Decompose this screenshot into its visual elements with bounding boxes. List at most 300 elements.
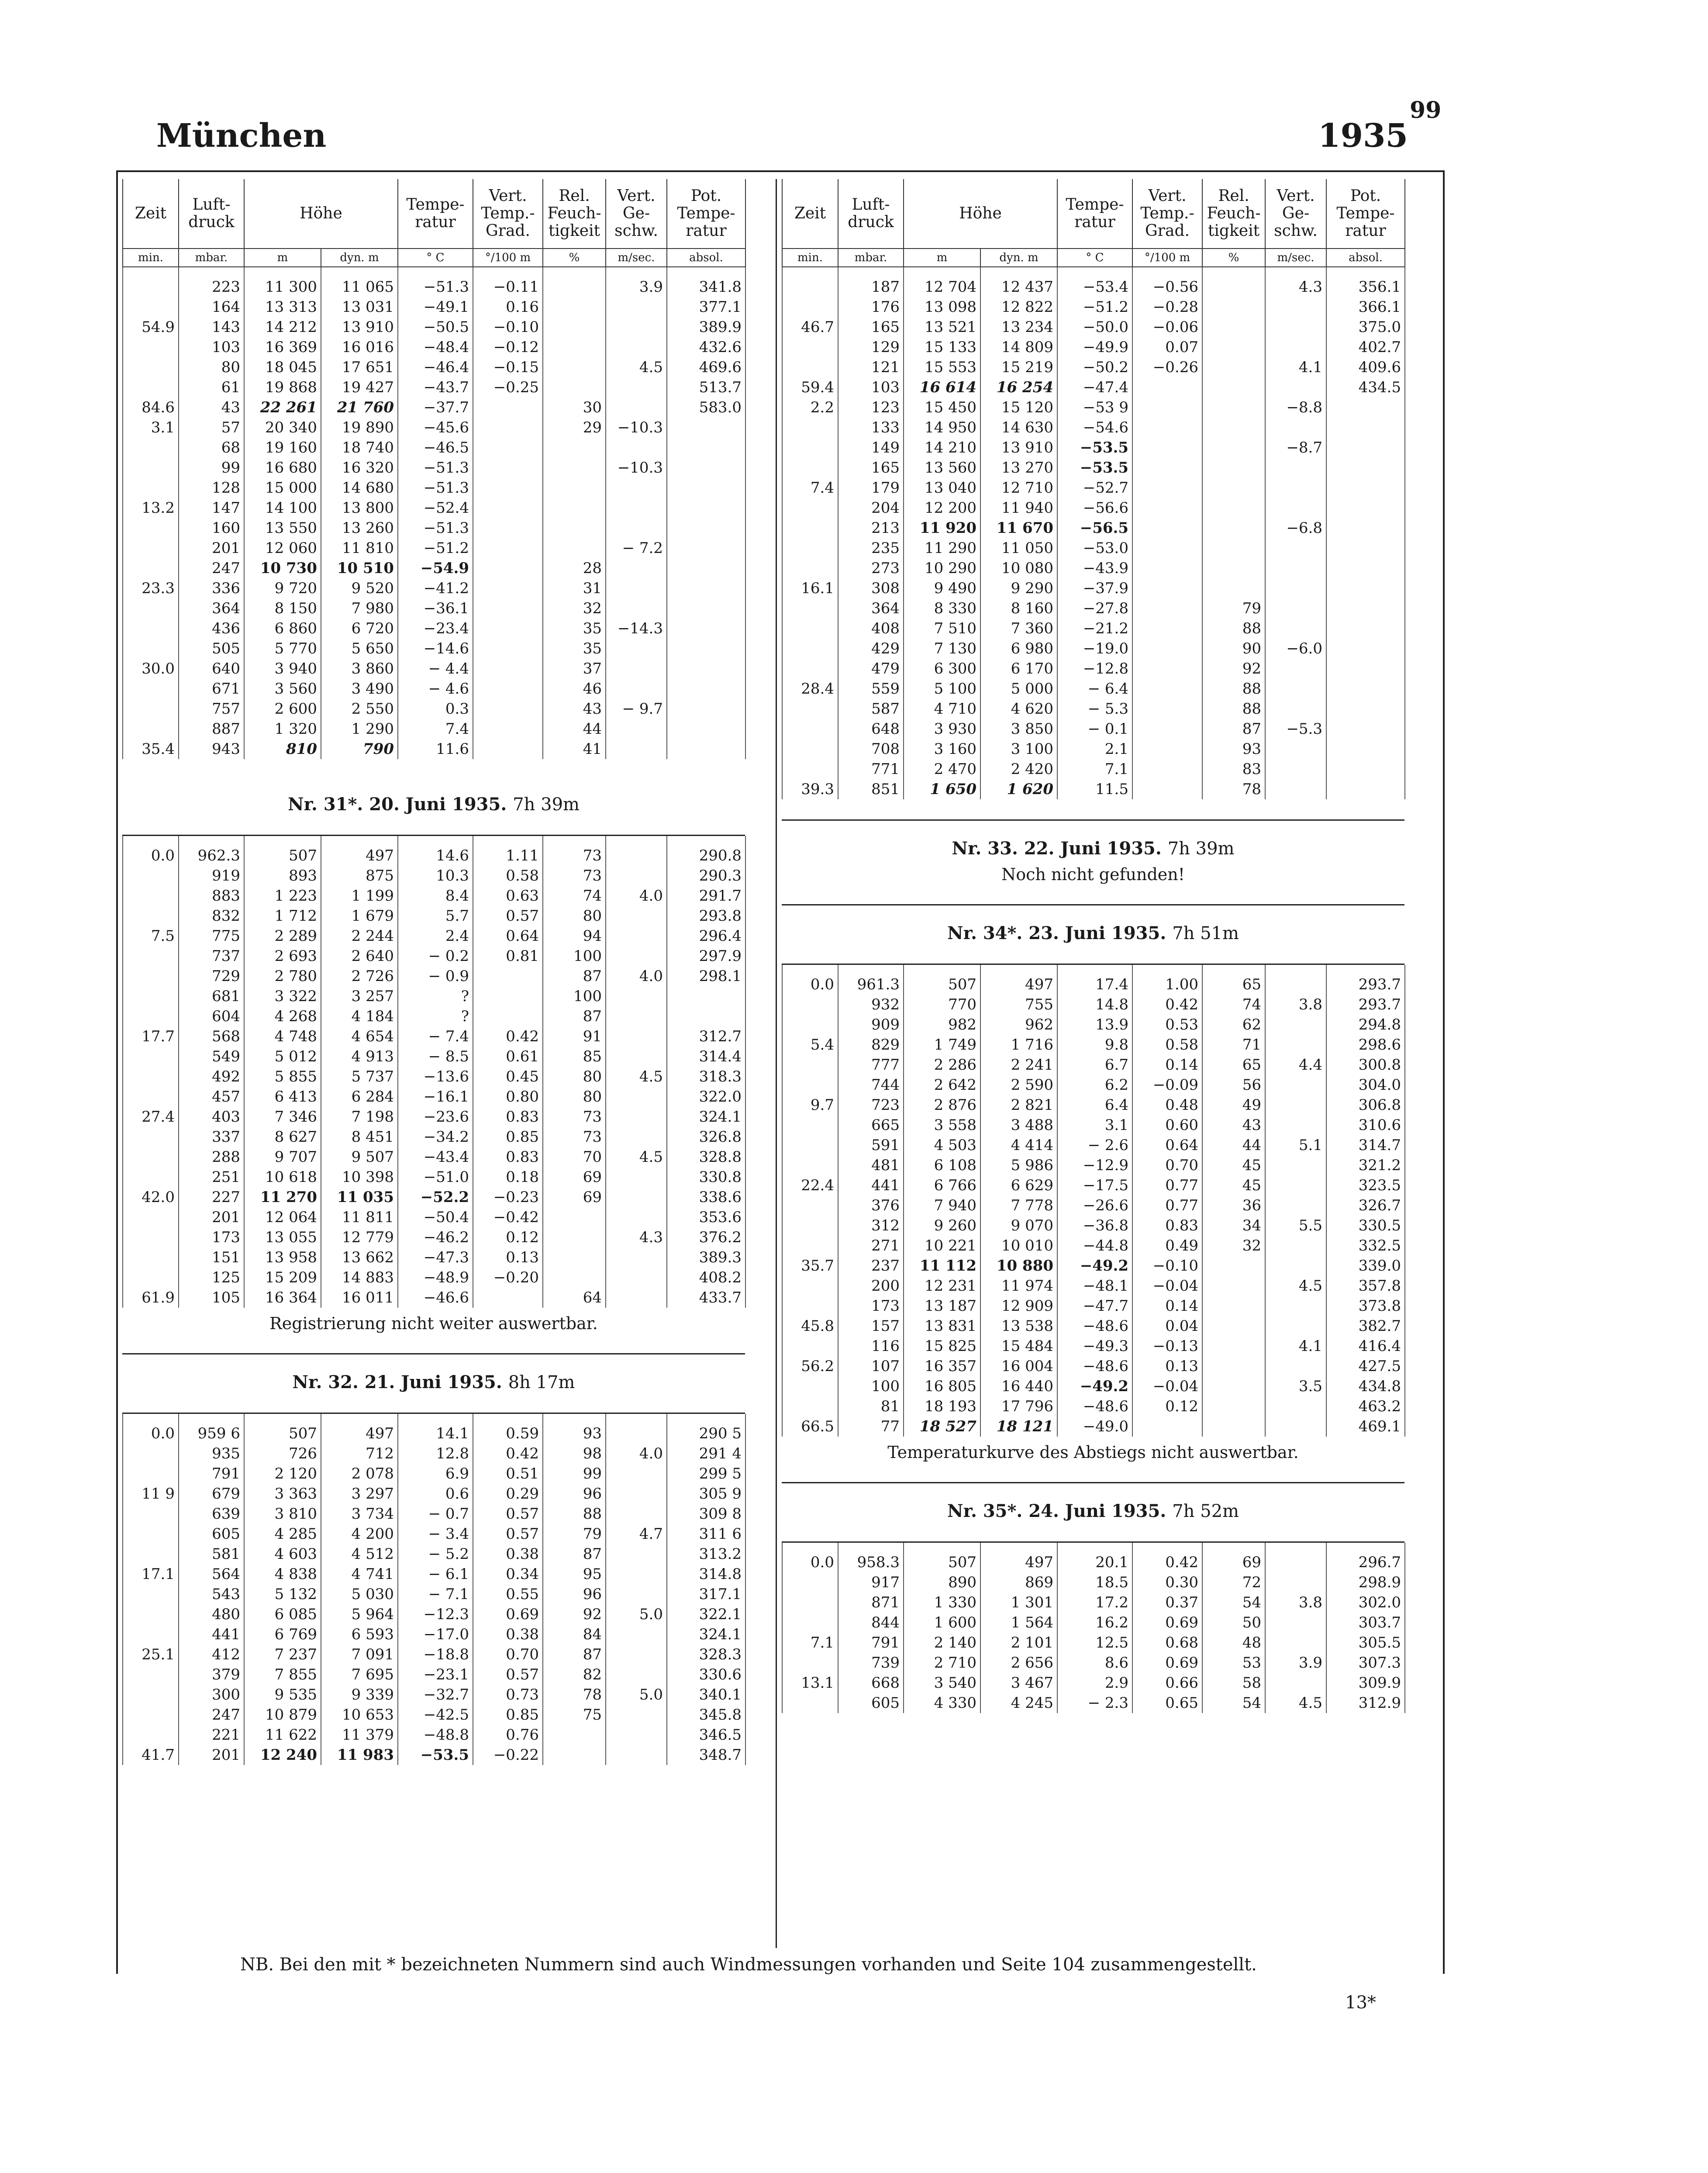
table-cell: −52.2 [398,1187,473,1207]
table-cell: 337 [179,1127,244,1147]
table-cell: 3 940 [244,659,321,679]
table-cell: 204 [838,498,904,518]
table-cell: 121 [838,357,904,377]
table-cell [606,1464,667,1484]
table-cell [667,719,745,739]
table-cell [473,699,543,719]
table-cell: −32.7 [398,1685,473,1705]
table-cell [667,699,745,719]
table-cell: 201 [179,1207,244,1227]
table-cell: 5 132 [244,1584,321,1604]
table-cell: 5 986 [980,1155,1057,1175]
table-cell: 87 [543,1544,606,1564]
table-cell: 311 6 [667,1524,745,1544]
table-cell: −49.2 [1057,1376,1132,1396]
table-cell: 0.69 [1132,1653,1202,1673]
table-cell: −56.5 [1057,518,1132,538]
table-cell: 0.83 [1132,1216,1202,1236]
sounding-title-nr31 [122,794,745,815]
table-cell [1265,418,1326,438]
table-cell: 3 860 [321,659,398,679]
table-cell: 43 [543,699,606,719]
table-cell: 14.6 [398,836,473,866]
table-cell: 5 737 [321,1067,398,1087]
table-cell [782,1115,838,1135]
table-cell: 18 045 [244,357,321,377]
table-cell: 58 [1202,1673,1265,1693]
table-cell [606,1725,667,1745]
table-cell: 15 209 [244,1268,321,1288]
table-cell: 408.2 [667,1268,745,1288]
table-cell [1326,458,1405,478]
table-cell: − 9.7 [606,699,667,719]
section-divider [782,819,1404,821]
table-cell: 469.6 [667,357,745,377]
table-cell [1132,759,1202,779]
table-cell [606,578,667,598]
table-cell [606,1207,667,1227]
table-cell [1265,598,1326,618]
table-row [782,337,1405,357]
table-cell: 94 [543,926,606,946]
table-cell: 379 [179,1665,244,1685]
table-cell [1326,679,1405,699]
table-cell: 2.1 [1057,739,1132,759]
table-cell: 309 8 [667,1504,745,1524]
table-cell: 7.1 [782,1633,838,1653]
table-cell: 88 [1202,618,1265,639]
table-cell: 2 821 [980,1095,1057,1115]
table-row [782,1633,1405,1653]
table-row [123,478,745,498]
table-cell: 507 [904,1543,980,1572]
table-cell: 69 [543,1167,606,1187]
table-row [782,1316,1405,1336]
table-cell: −41.2 [398,578,473,598]
table-cell [606,1584,667,1604]
table-row [782,377,1405,397]
table-cell: 4.0 [606,886,667,906]
table-cell: 0.42 [473,1444,543,1464]
table-cell: 13 270 [980,458,1057,478]
table-cell: 0.57 [473,1524,543,1544]
table-cell [1265,965,1326,995]
table-cell: 46 [543,679,606,699]
table-cell: 959 6 [179,1414,244,1444]
table-cell: 340.1 [667,1685,745,1705]
table-cell: 11.5 [1057,779,1132,799]
table-cell: 10 880 [980,1256,1057,1276]
table-cell [782,1015,838,1035]
table-cell: 18.5 [1057,1572,1132,1593]
table-cell: 273 [838,558,904,578]
table-row [782,699,1405,719]
table-row [123,926,745,946]
table-row [782,779,1405,799]
table-cell: 1 600 [904,1613,980,1633]
table-cell [606,679,667,699]
table-cell: 296.4 [667,926,745,946]
table-cell: 16 004 [980,1356,1057,1376]
table-cell [473,478,543,498]
table-cell [473,659,543,679]
table-cell: −10.3 [606,458,667,478]
table-cell: 11 940 [980,498,1057,518]
table-row [123,946,745,966]
table-cell: 25.1 [123,1644,179,1665]
table-cell [606,719,667,739]
table-cell [123,1705,179,1725]
table-cell: 11 920 [904,518,980,538]
table-cell: 737 [179,946,244,966]
table-cell [606,438,667,458]
table-row [782,1593,1405,1613]
table-cell: 23.3 [123,578,179,598]
table-cell: 844 [838,1613,904,1633]
table-cell [123,377,179,397]
table-cell [667,438,745,458]
table-cell: 314.8 [667,1564,745,1584]
table-cell [1202,1416,1265,1437]
table-cell: 0.77 [1132,1195,1202,1216]
table-cell: −50.5 [398,317,473,337]
table-cell: 679 [179,1484,244,1504]
table-cell: 73 [543,1127,606,1147]
table-cell [543,297,606,317]
table-cell [123,1524,179,1544]
table-cell [667,498,745,518]
table-cell: 373.8 [1326,1296,1405,1316]
table-cell: 2.2 [782,397,838,418]
table-cell: 412 [179,1644,244,1665]
table-cell: 13.2 [123,498,179,518]
table-cell: 56 [1202,1075,1265,1095]
table-cell: −49.9 [1057,337,1132,357]
table-cell [782,267,838,297]
table-cell: 83 [1202,759,1265,779]
table-cell [123,1227,179,1247]
table-cell: −44.8 [1057,1236,1132,1256]
table-cell: 13 910 [980,438,1057,458]
table-cell: 87 [543,966,606,986]
table-cell: 497 [321,836,398,866]
table-cell: 11 810 [321,538,398,558]
table-cell [123,1544,179,1564]
table-cell: 9 490 [904,578,980,598]
table-cell: 0.55 [473,1584,543,1604]
table-cell [606,639,667,659]
table-cell: 2 550 [321,699,398,719]
table-cell: 201 [179,1745,244,1765]
table-cell: −0.23 [473,1187,543,1207]
table-cell [606,498,667,518]
table-cell: 4.5 [606,1147,667,1167]
table-cell [1132,518,1202,538]
table-cell: 84.6 [123,397,179,418]
table-cell [606,518,667,538]
table-cell: 129 [838,337,904,357]
table-cell: 13 098 [904,297,980,317]
table-cell [1326,518,1405,538]
table-cell: 0.0 [123,1414,179,1444]
table-cell: 2 640 [321,946,398,966]
table-cell: 297.9 [667,946,745,966]
table-cell [606,946,667,966]
table-cell: 605 [179,1524,244,1544]
table-cell: −56.6 [1057,498,1132,518]
table-cell: −36.1 [398,598,473,618]
table-cell: 6 593 [321,1624,398,1644]
page-city-title: München [156,117,327,155]
table-cell [1265,1416,1326,1437]
table-cell [782,1376,838,1396]
table-cell: 7.5 [123,926,179,946]
table-row [123,357,745,377]
table-row [782,1376,1405,1396]
table-cell: 591 [838,1135,904,1155]
table-row [123,1047,745,1067]
table-cell: 3 297 [321,1484,398,1504]
table-cell: 3 100 [980,739,1057,759]
table-cell: 4.4 [1265,1055,1326,1075]
table-cell: 7.4 [782,478,838,498]
table-cell: 49 [1202,1095,1265,1115]
table-cell: 11 300 [244,267,321,297]
table-cell: 4 414 [980,1135,1057,1155]
table-cell: − 0.1 [1057,719,1132,739]
table-row [782,1055,1405,1075]
table-row [782,1336,1405,1356]
table-cell: 10 653 [321,1705,398,1725]
sounding-launch-time: 7h 39m [1167,839,1235,859]
table-cell: −45.6 [398,418,473,438]
table-cell: 851 [838,779,904,799]
table-cell: 247 [179,1705,244,1725]
table-cell [1202,297,1265,317]
table-cell: 14 809 [980,337,1057,357]
table-cell: 41.7 [123,1745,179,1765]
table-cell: 6.2 [1057,1075,1132,1095]
table-row [782,719,1405,739]
table-cell: 12 437 [980,267,1057,297]
table-cell: −51.2 [398,538,473,558]
table-cell: − 5.3 [1057,699,1132,719]
table-cell: 291.7 [667,886,745,906]
table-cell: −8.7 [1265,438,1326,458]
table-cell: 0.57 [473,906,543,926]
table-cell [543,1247,606,1268]
table-cell: 14 883 [321,1268,398,1288]
table-cell: 125 [179,1268,244,1288]
table-cell: 726 [244,1444,321,1464]
table-cell [606,1624,667,1644]
table-cell: 962.3 [179,836,244,866]
sounding-table-nr35 [782,1543,1405,1713]
table-cell: −46.6 [398,1288,473,1308]
table-cell: 9 339 [321,1685,398,1705]
table-cell [1132,659,1202,679]
table-cell [473,558,543,578]
table-cell: 312.9 [1326,1693,1405,1713]
table-cell: 11 379 [321,1725,398,1745]
table-cell: 919 [179,866,244,886]
table-cell: 330.8 [667,1167,745,1187]
table-cell: 200 [838,1276,904,1296]
table-cell: 21 760 [321,397,398,418]
table-cell [543,538,606,558]
table-cell: −50.0 [1057,317,1132,337]
table-cell [1265,1035,1326,1055]
table-cell [1265,1356,1326,1376]
table-cell [606,836,667,866]
table-cell [782,995,838,1015]
table-cell: 13 910 [321,317,398,337]
table-cell: 157 [838,1316,904,1336]
table-cell [606,1187,667,1207]
table-cell [1132,558,1202,578]
table-cell: 3.9 [606,267,667,297]
table-cell: 31 [543,578,606,598]
table-cell: 5 012 [244,1047,321,1067]
table-cell: −53 9 [1057,397,1132,418]
table-row [782,1175,1405,1195]
table-cell: 8 160 [980,598,1057,618]
table-cell: 3.5 [1265,1376,1326,1396]
table-cell [123,966,179,986]
table-cell: 12 064 [244,1207,321,1227]
table-cell [473,679,543,699]
table-cell: 1 320 [244,719,321,739]
table-cell [606,1504,667,1524]
table-cell [1132,679,1202,699]
table-cell: −8.8 [1265,397,1326,418]
table-cell [606,1288,667,1308]
table-cell: 739 [838,1653,904,1673]
table-cell: 13 187 [904,1296,980,1316]
table-cell [123,1087,179,1107]
table-cell: −48.6 [1057,1316,1132,1336]
table-cell: − 7.1 [398,1584,473,1604]
table-cell: 12.8 [398,1444,473,1464]
table-cell: 45 [1202,1155,1265,1175]
unit-label: dyn. m [321,249,398,267]
table-cell [1132,578,1202,598]
table-cell: 317.1 [667,1584,745,1604]
table-cell: 376.2 [667,1227,745,1247]
table-row [782,1296,1405,1316]
table-cell [782,1236,838,1256]
table-cell [1202,377,1265,397]
table-cell: 441 [838,1175,904,1195]
table-cell: 0.37 [1132,1593,1202,1613]
table-row [782,317,1405,337]
table-row [123,1504,745,1524]
table-cell: 958.3 [838,1543,904,1572]
table-cell [782,538,838,558]
table-cell [123,1584,179,1604]
table-cell: 1.11 [473,836,543,866]
table-cell: 318.3 [667,1067,745,1087]
table-cell: 13 521 [904,317,980,337]
table-cell: 356.1 [1326,267,1405,297]
table-cell: 7 940 [904,1195,980,1216]
table-row [782,397,1405,418]
table-cell: 339.0 [1326,1256,1405,1276]
column-header-rel-feuchtigkeit: Rel. Feuch- tigkeit [543,179,606,249]
table-cell [1265,679,1326,699]
table-cell: 314.4 [667,1047,745,1067]
table-cell: −49.0 [1057,1416,1132,1437]
table-row [123,1006,745,1026]
table-cell [1265,739,1326,759]
table-cell: 6.9 [398,1464,473,1484]
table-cell: 3 467 [980,1673,1057,1693]
table-cell: 14.1 [398,1414,473,1444]
table-row [123,1207,745,1227]
table-cell: −27.8 [1057,598,1132,618]
table-row [123,1464,745,1484]
table-cell: 4 503 [904,1135,980,1155]
table-cell: 9 720 [244,578,321,598]
table-cell: 4.0 [606,966,667,986]
table-cell: − 2.6 [1057,1135,1132,1155]
table-cell: 0.38 [473,1624,543,1644]
table-cell: 16 254 [980,377,1057,397]
table-cell: 298.1 [667,966,745,986]
table-cell [667,1006,745,1026]
table-cell: 505 [179,639,244,659]
table-cell: −51.3 [398,458,473,478]
table-cell: 829 [838,1035,904,1055]
table-cell: 2 101 [980,1633,1057,1653]
table-cell: 45.8 [782,1316,838,1336]
table-cell: 9 535 [244,1685,321,1705]
table-cell [1132,397,1202,418]
sounding-note-nr31: Registrierung nicht weiter auswertbar. [269,1314,598,1333]
right-column [782,179,1404,1713]
table-cell: 416.4 [1326,1336,1405,1356]
table-cell [123,1504,179,1524]
table-cell: 30.0 [123,659,179,679]
table-cell [1265,478,1326,498]
table-row [123,1227,745,1247]
table-cell [123,618,179,639]
table-cell [543,1725,606,1745]
table-cell: −48.6 [1057,1396,1132,1416]
table-cell: 11 065 [321,267,398,297]
table-cell: 42.0 [123,1187,179,1207]
table-cell: 0.38 [473,1544,543,1564]
table-cell: −54.9 [398,558,473,578]
table-cell [1132,438,1202,458]
table-row [123,1685,745,1705]
table-cell: 708 [838,739,904,759]
table-cell: 87 [543,1644,606,1665]
table-cell: 41 [543,739,606,759]
table-cell: 429 [838,639,904,659]
table-cell [1265,1316,1326,1336]
table-cell [543,518,606,538]
section-divider [782,904,1404,905]
table-cell: 15 219 [980,357,1057,377]
table-cell: 15 133 [904,337,980,357]
column-header-hoehe: Höhe [904,179,1057,249]
table-cell: 16 016 [321,337,398,357]
table-cell: 932 [838,995,904,1015]
table-cell: 10 290 [904,558,980,578]
table-cell: 323.5 [1326,1175,1405,1195]
table-cell: 321.2 [1326,1155,1405,1175]
